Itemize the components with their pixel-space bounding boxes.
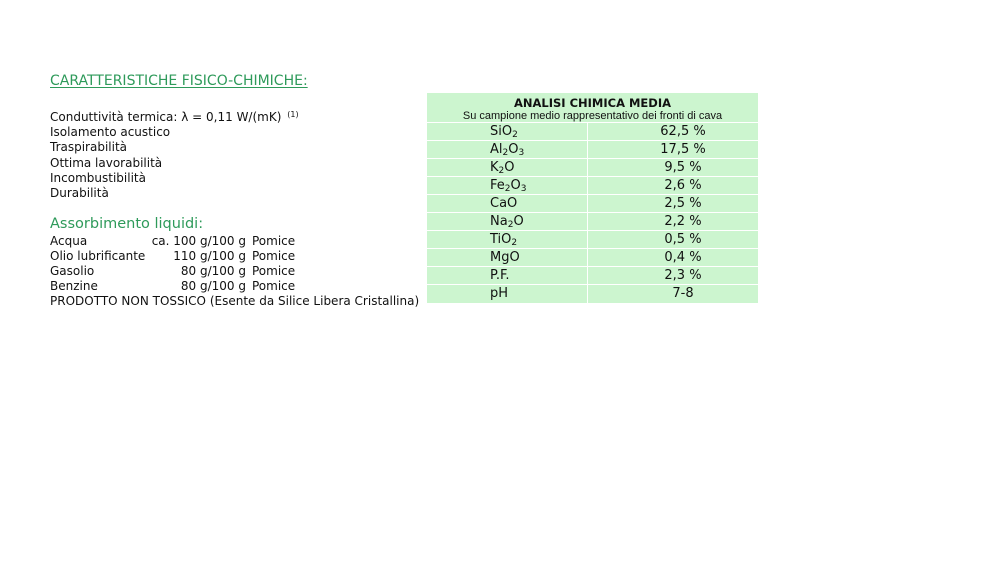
compound-cell: MgO xyxy=(427,249,588,266)
value-cell: 9,5 % xyxy=(664,160,702,175)
value-cell: 0,5 % xyxy=(664,232,702,247)
compound-cell: TiO$_2$ xyxy=(427,231,588,248)
properties-title: CARATTERISTICHE FISICO-CHIMICHE: xyxy=(50,73,308,89)
absorption-list xyxy=(50,234,419,309)
analysis-row xyxy=(427,285,758,303)
analysis-header xyxy=(427,93,758,123)
absorption-row: Benzine 80 g/100 g Pomice xyxy=(50,279,296,293)
compound-cell: CaO xyxy=(427,195,588,212)
property-item: Incombustibilità xyxy=(50,170,146,185)
analysis-row xyxy=(427,141,758,159)
analysis-row xyxy=(427,195,758,213)
absorption-title: Assorbimento liquidi: xyxy=(50,216,204,232)
property-item: Durabilità xyxy=(50,186,109,201)
property-item: Conduttività termica: λ = 0,11 W/(mK) $^{(1)}$ xyxy=(50,110,299,124)
footnote-marker: (1) xyxy=(287,110,299,119)
properties-list xyxy=(50,107,299,201)
chemical-analysis-table xyxy=(427,93,758,303)
compound-cell: $Na_2O$ xyxy=(427,213,588,230)
absorption-row: Gasolio 80 g/100 g Pomice xyxy=(50,264,296,278)
value-cell: 17,5 % xyxy=(660,142,706,157)
value-cell: 2,2 % xyxy=(664,214,702,229)
compound-cell: P.F. xyxy=(427,267,588,284)
analysis-row xyxy=(427,267,758,285)
value-cell: 2,6 % xyxy=(664,178,702,193)
analysis-row xyxy=(427,213,758,231)
value-cell: 2,3 % xyxy=(664,268,702,283)
analysis-row xyxy=(427,231,758,249)
value-cell: 7-8 xyxy=(672,286,694,301)
value-cell: 2,5 % xyxy=(664,196,702,211)
compound-cell: pH xyxy=(427,285,588,303)
analysis-row xyxy=(427,177,758,195)
absorption-row: Acqua ca. 100 g/100 g Pomice xyxy=(50,234,296,248)
value-cell: 62,5 % xyxy=(660,124,706,139)
non-toxic-note: PRODOTTO NON TOSSICO (Esente da Silice Libera Cristallina) xyxy=(50,294,420,308)
analysis-title: ANALISI CHIMICA MEDIA xyxy=(513,96,672,110)
compound-cell: $K_2O$ xyxy=(427,159,588,176)
property-item: Isolamento acustico xyxy=(50,125,171,140)
compound-cell: $Fe_2O_3$ xyxy=(427,177,588,194)
property-item: Traspirabilità xyxy=(50,140,128,155)
absorption-row: Olio lubrificante 110 g/100 g Pomice xyxy=(50,249,296,263)
analysis-row xyxy=(427,159,758,177)
value-cell: 0,4 % xyxy=(664,250,702,265)
analysis-row xyxy=(427,249,758,267)
analysis-row xyxy=(427,123,758,141)
property-item: Ottima lavorabilità xyxy=(50,155,163,170)
analysis-subtitle: Su campione medio rappresentativo dei fronti di cava xyxy=(462,110,723,122)
compound-cell: SiO$_2$ xyxy=(427,123,588,140)
compound-cell: $Al_2O_3$ xyxy=(427,141,588,158)
